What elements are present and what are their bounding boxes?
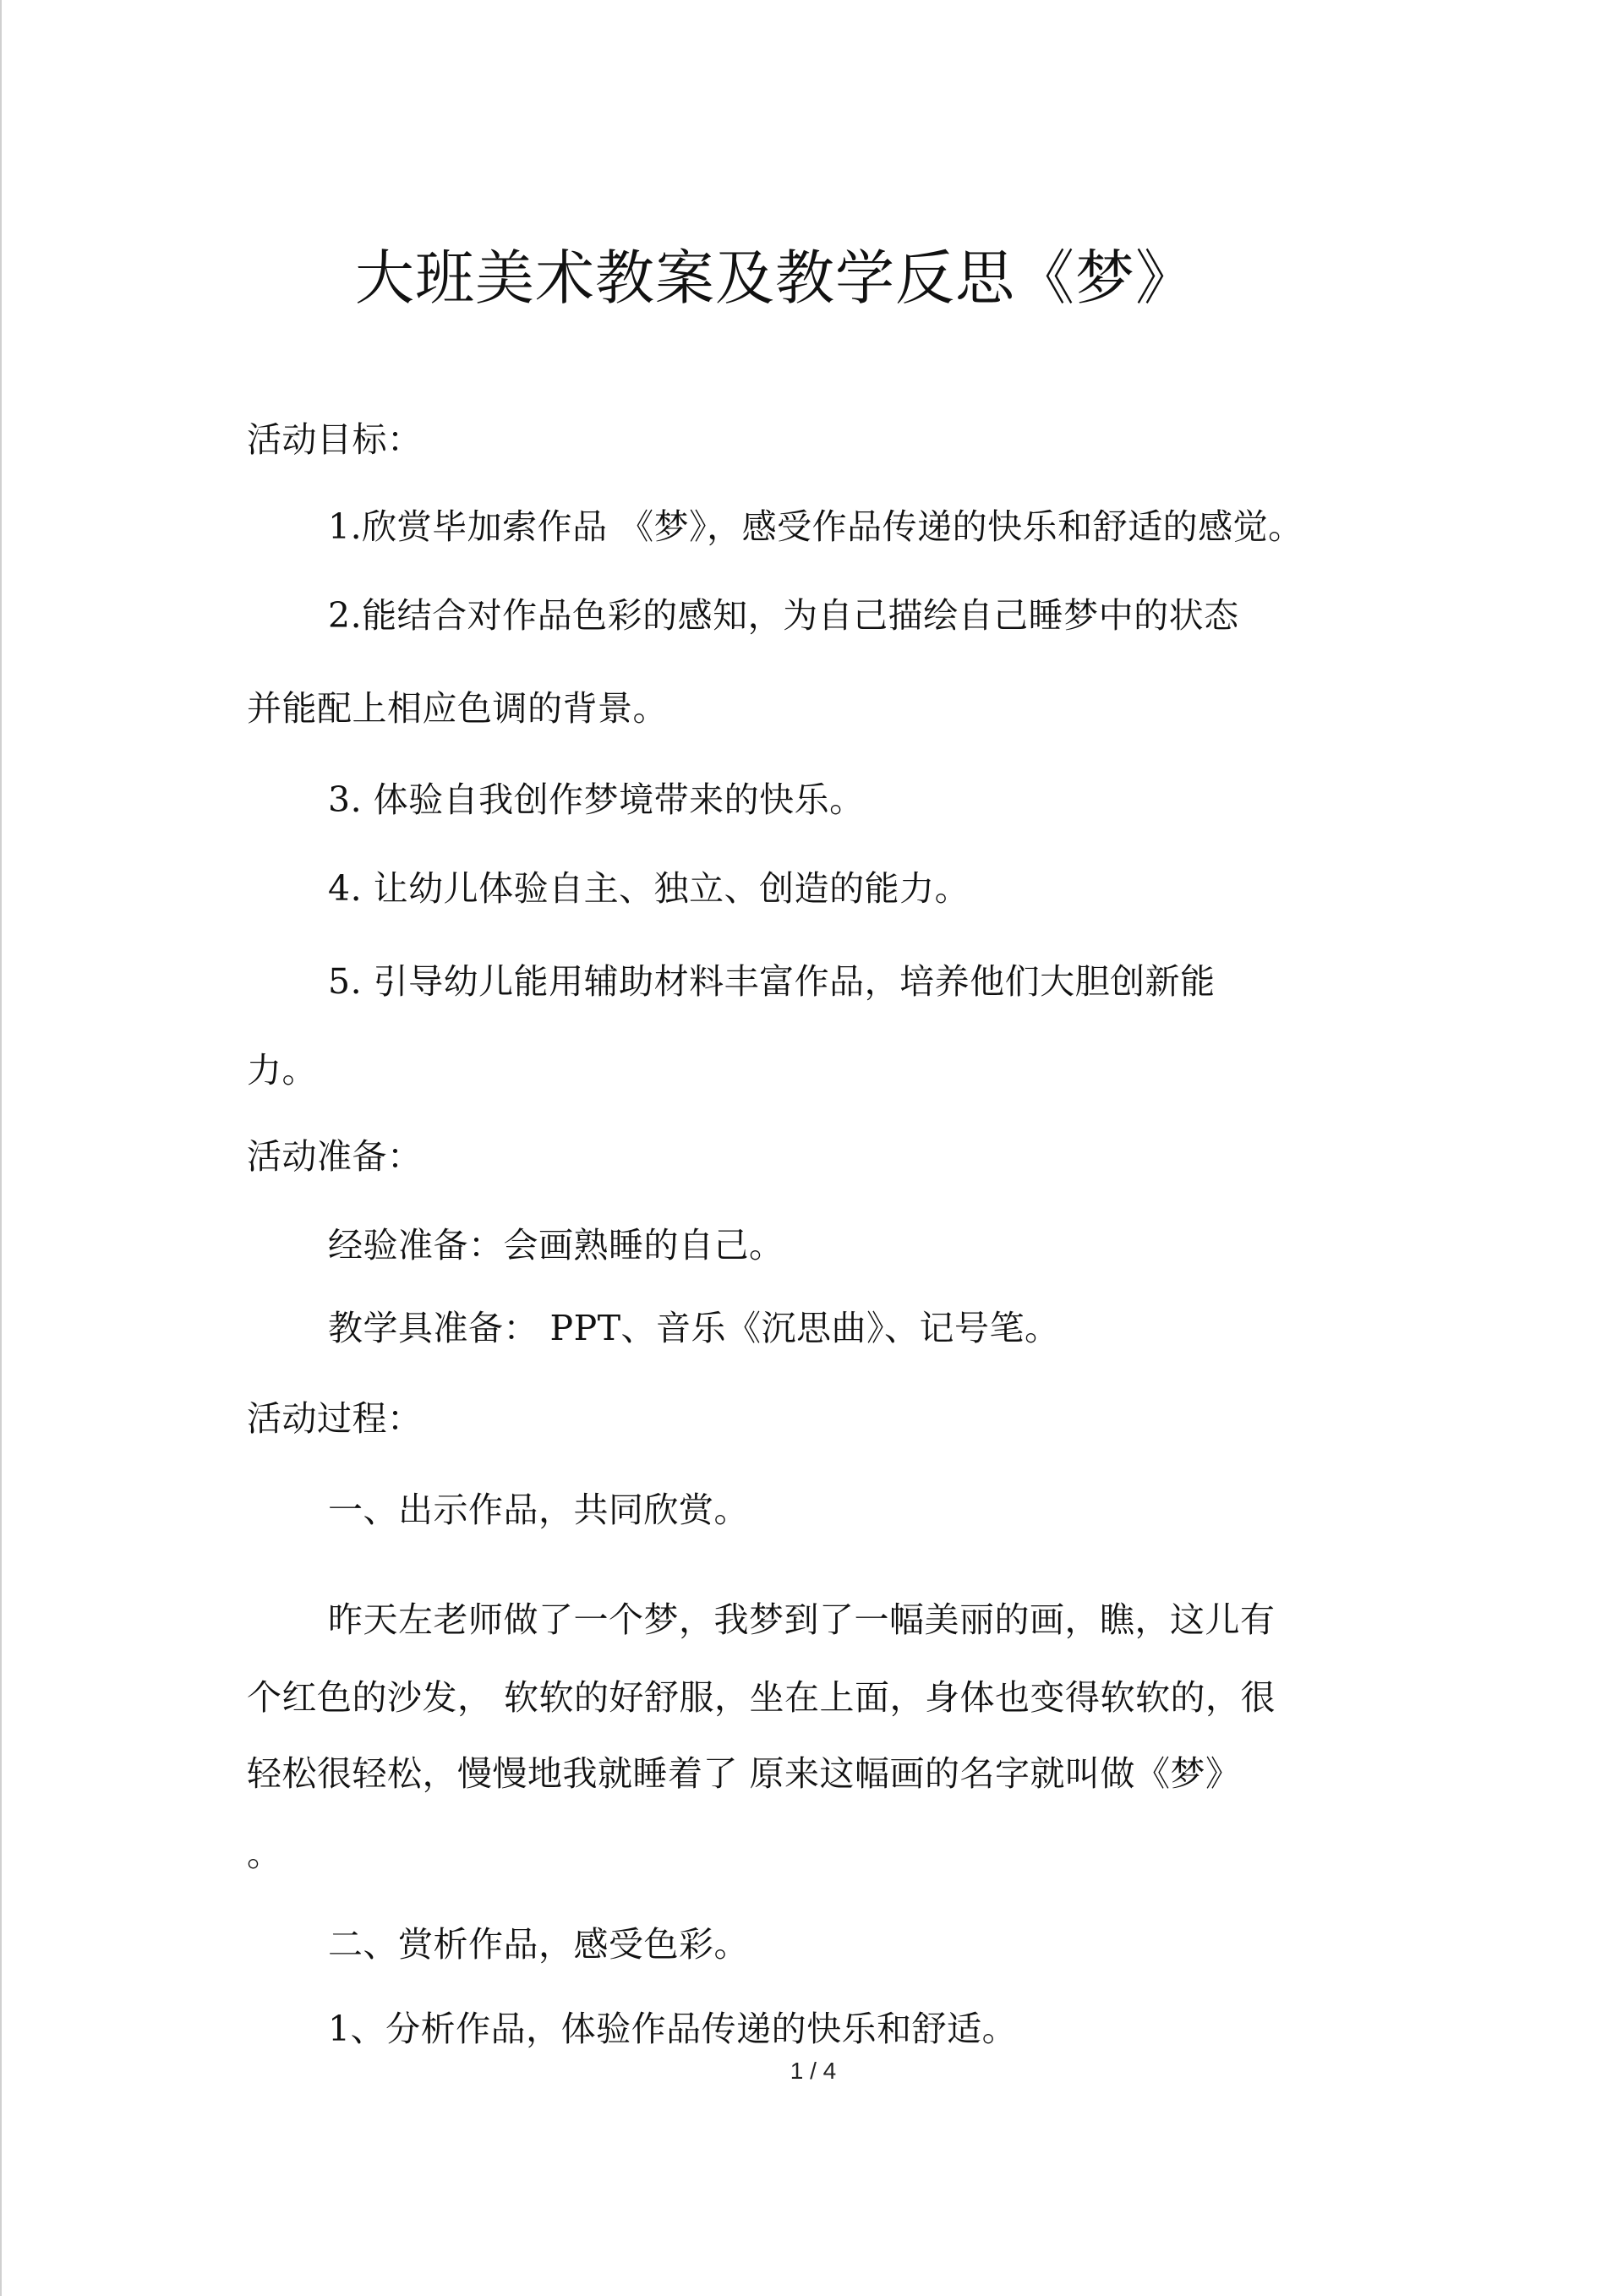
body-line: 昨天左老师做了一个梦，我梦到了一幅美丽的画，瞧，这儿有 — [328, 1599, 1276, 1640]
body-line: 并能配上相应色调的背景。 — [247, 688, 668, 729]
body-line: 轻松很轻松，慢慢地我就睡着了 原来这幅画的名字就叫做《梦》 — [247, 1753, 1241, 1794]
body-line: 1、分析作品，体验作品传递的快乐和舒适。 — [328, 2009, 1018, 2049]
body-line: 5. 引导幼儿能用辅助材料丰富作品，培养他们大胆创新能 — [328, 961, 1216, 1002]
body-line: 经验准备：会画熟睡的自己。 — [328, 1225, 784, 1266]
body-line: 教学具准备： PPT、音乐《沉思曲》、记号笔。 — [328, 1308, 1060, 1348]
body-line: 2.能结合对作品色彩的感知，为自己描绘自己睡梦中的状态 — [328, 595, 1239, 636]
section-heading-process: 活动过程： — [247, 1398, 423, 1439]
body-line: 4. 让幼儿体验自主、独立、创造的能力。 — [328, 868, 970, 909]
body-line: 二、赏析作品，感受色彩。 — [328, 1924, 749, 1965]
document-title: 大班美术教案及教学反思《梦》 — [355, 243, 1195, 313]
body-line: 力。 — [247, 1050, 317, 1091]
section-heading-preparation: 活动准备： — [247, 1136, 423, 1177]
body-line: 1.欣赏毕加索作品 《梦》，感受作品传递的快乐和舒适的感觉。 — [328, 506, 1303, 547]
body-line: 个红色的沙发， 软软的好舒服，坐在上面，身体也变得软软的，很 — [247, 1677, 1276, 1718]
body-line: 一、出示作品，共同欣赏。 — [328, 1490, 749, 1530]
page-number: 1 / 4 — [790, 2058, 837, 2084]
body-line: 3. 体验自我创作梦境带来的快乐。 — [328, 779, 865, 820]
section-heading-goals: 活动目标： — [247, 419, 423, 460]
body-line: 。 — [247, 1834, 282, 1874]
